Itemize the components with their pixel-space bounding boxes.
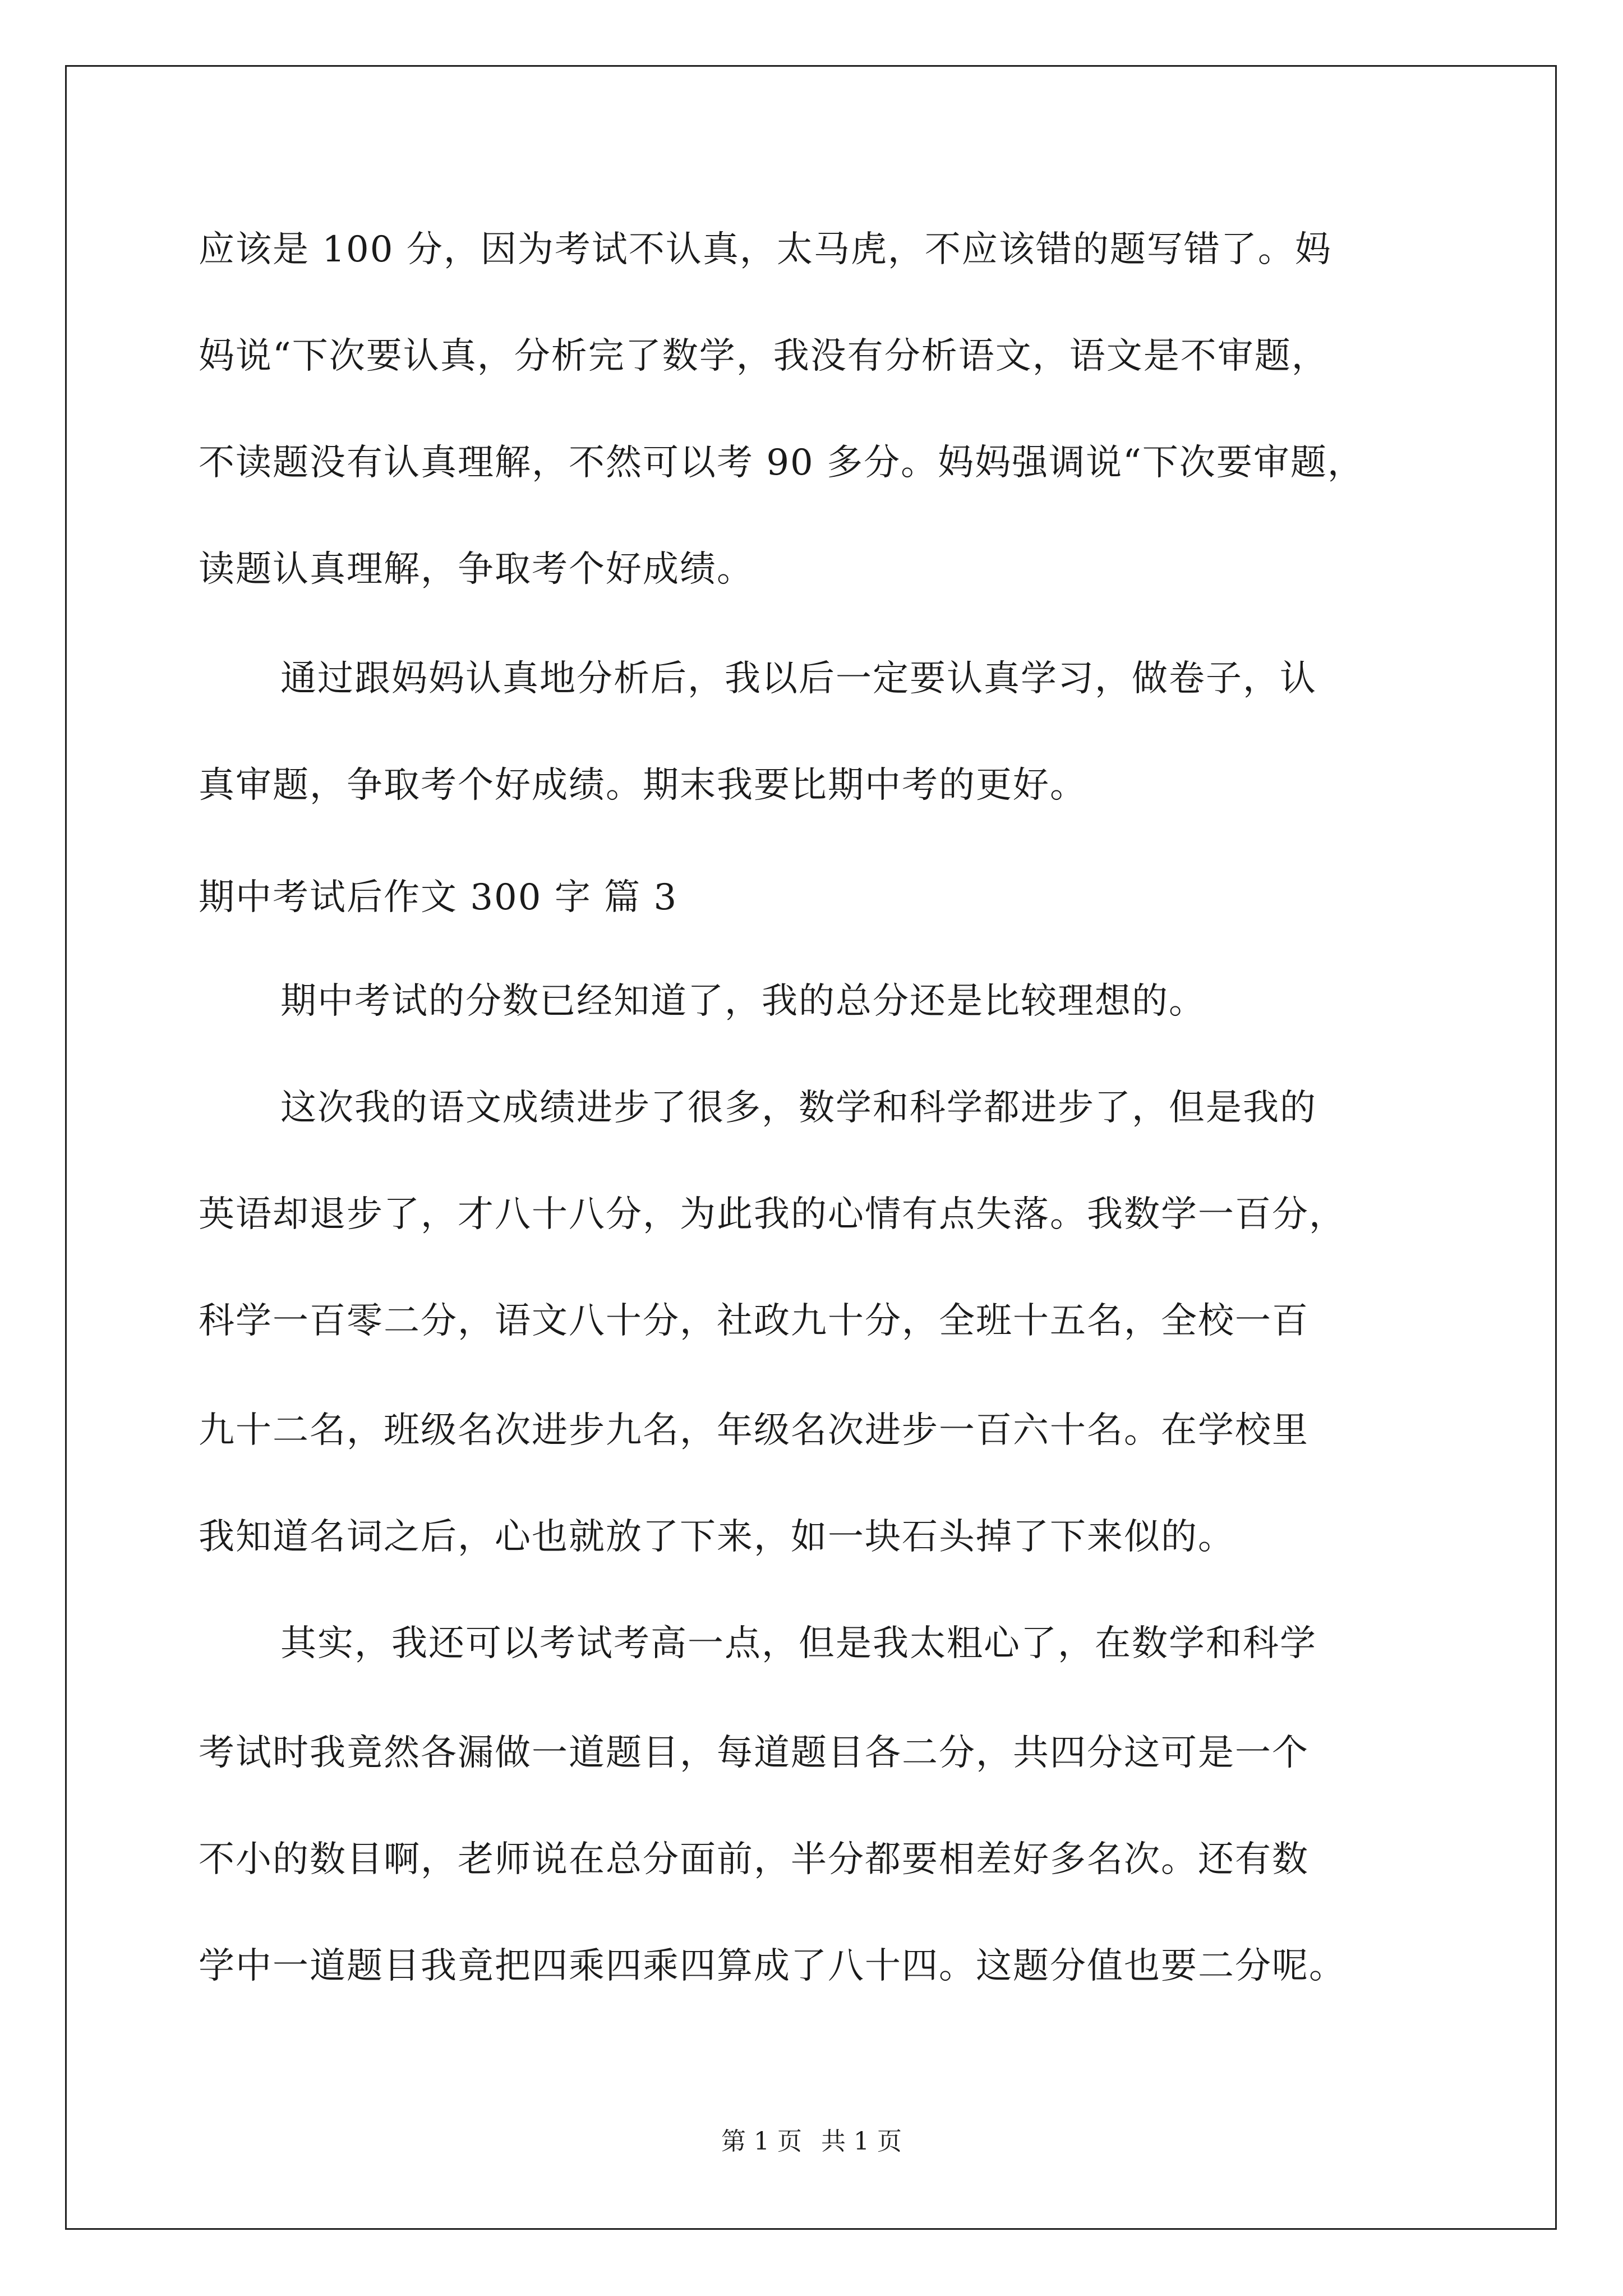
page-total: 共 1 页 [821, 2127, 902, 2156]
text-line: 应该是 100 分，因为考试不认真，太马虎，不应该错的题写错了。妈 [199, 229, 1332, 270]
page-number: 第 1 页 [721, 2127, 802, 2156]
text-line: 不读题没有认真理解，不然可以考 90 多分。妈妈强调说“下次要审题， [199, 442, 1364, 484]
paragraph-start-line: 这次我的语文成绩进步了很多，数学和科学都进步了，但是我的 [280, 1087, 1317, 1129]
page-footer [0, 2126, 1623, 2157]
page-border [65, 65, 1557, 2230]
text-line: 真审题，争取考个好成绩。期末我要比期中考的更好。 [199, 765, 1087, 806]
text-line: 考试时我竟然各漏做一道题目，每道题目各二分，共四分这可是一个 [199, 1732, 1309, 1774]
text-line: 英语却退步了，才八十八分，为此我的心情有点失落。我数学一百分， [199, 1194, 1346, 1235]
text-line: 九十二名，班级名次进步九名，年级名次进步一百六十名。在学校里 [199, 1410, 1309, 1451]
paragraph-start-line: 通过跟妈妈认真地分析后，我以后一定要认真学习，做卷子，认 [280, 658, 1317, 700]
text-line: 学中一道题目我竟把四乘四乘四算成了八十四。这题分值也要二分呢。 [199, 1945, 1346, 1987]
text-line: 读题认真理解，争取考个好成绩。 [199, 549, 754, 590]
paragraph-start-line: 期中考试的分数已经知道了，我的总分还是比较理想的。 [280, 981, 1206, 1022]
text-line: 妈说“下次要认真，分析完了数学，我没有分析语文，语文是不审题， [199, 335, 1329, 377]
text-line: 不小的数目啊，老师说在总分面前，半分都要相差好多名次。还有数 [199, 1839, 1309, 1880]
section-heading: 期中考试后作文 300 字 篇 3 [199, 877, 678, 918]
paragraph-start-line: 其实，我还可以考试考高一点，但是我太粗心了，在数学和科学 [280, 1623, 1317, 1664]
text-line: 我知道名词之后，心也就放了下来，如一块石头掉了下来似的。 [199, 1516, 1235, 1558]
text-line: 科学一百零二分，语文八十分，社政九十分，全班十五名，全校一百 [199, 1300, 1309, 1342]
